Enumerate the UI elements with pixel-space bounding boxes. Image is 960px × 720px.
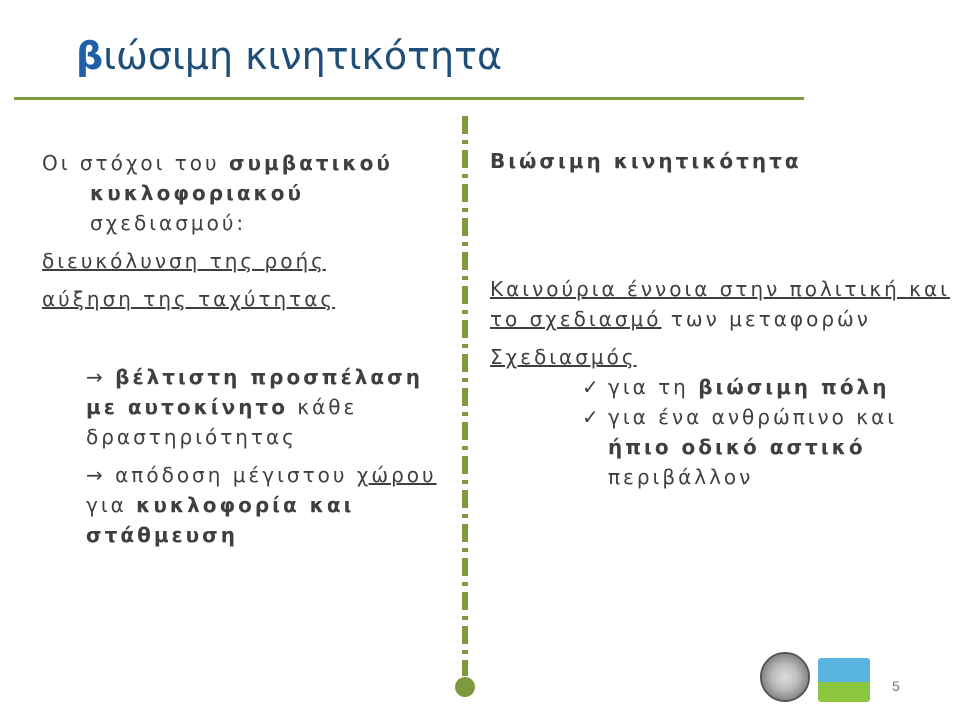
check1-text: για τη — [608, 375, 699, 399]
column-divider — [462, 116, 468, 676]
divider-end-dot — [455, 677, 475, 697]
check2-text: για ένα ανθρώπινο και — [608, 405, 898, 429]
item2-underlined: χώρου — [356, 463, 437, 487]
concept-rest: των μεταφορών — [661, 307, 871, 331]
check-icon: ✓ — [582, 405, 602, 429]
slide-title — [76, 34, 502, 78]
concept-underlined: Καινούρια έννοια στην πολιτική και το σχεδιασμό — [490, 277, 950, 331]
right-heading: Βιώσιμη κινητικότητα — [490, 149, 802, 173]
title-rest: ιώσιμη κινητικότητα — [103, 34, 502, 78]
sustainable-mobility-logo — [818, 658, 870, 702]
arrow-icon: → — [86, 365, 116, 389]
left-intro — [42, 148, 462, 238]
right-column — [490, 146, 950, 492]
left-item-1 — [42, 362, 462, 452]
arrow-icon: → — [86, 463, 116, 487]
goal-speed: αύξηση της ταχύτητας — [42, 287, 336, 311]
check-icon: ✓ — [582, 375, 602, 399]
check-item-1 — [490, 372, 950, 402]
item2-text-2: για — [86, 493, 137, 517]
logos — [760, 652, 870, 710]
design-label: Σχεδιασμός — [490, 345, 637, 369]
intro-text-end: σχεδιασμού: — [90, 211, 247, 235]
item2-text: απόδοση μέγιστου — [115, 463, 357, 487]
check1-bold: βιώσιμη πόλη — [698, 375, 890, 399]
left-item-2 — [42, 460, 462, 550]
check2-rest: περιβάλλον — [608, 465, 754, 489]
intro-bold: συμβατικού κυκλοφοριακού — [90, 151, 393, 205]
title-first-letter: β — [76, 34, 104, 78]
check-item-2 — [490, 402, 950, 492]
goal-flow: διευκόλυνση της ροής — [42, 249, 326, 273]
right-concept — [490, 274, 950, 334]
page-number: 5 — [892, 678, 900, 694]
title-underline — [14, 97, 804, 100]
university-seal-logo — [760, 652, 810, 702]
item1-bold: βέλτιστη προσπέλαση με αυτοκίνητο — [86, 365, 423, 419]
item1-rest: κάθε δραστηριότητας — [86, 395, 358, 449]
intro-text: Οι στόχοι του — [42, 151, 229, 175]
check2-bold: ήπιο οδικό αστικό — [608, 435, 866, 459]
item2-bold: κυκλοφορία και στάθμευση — [86, 493, 355, 547]
left-column — [42, 148, 462, 550]
